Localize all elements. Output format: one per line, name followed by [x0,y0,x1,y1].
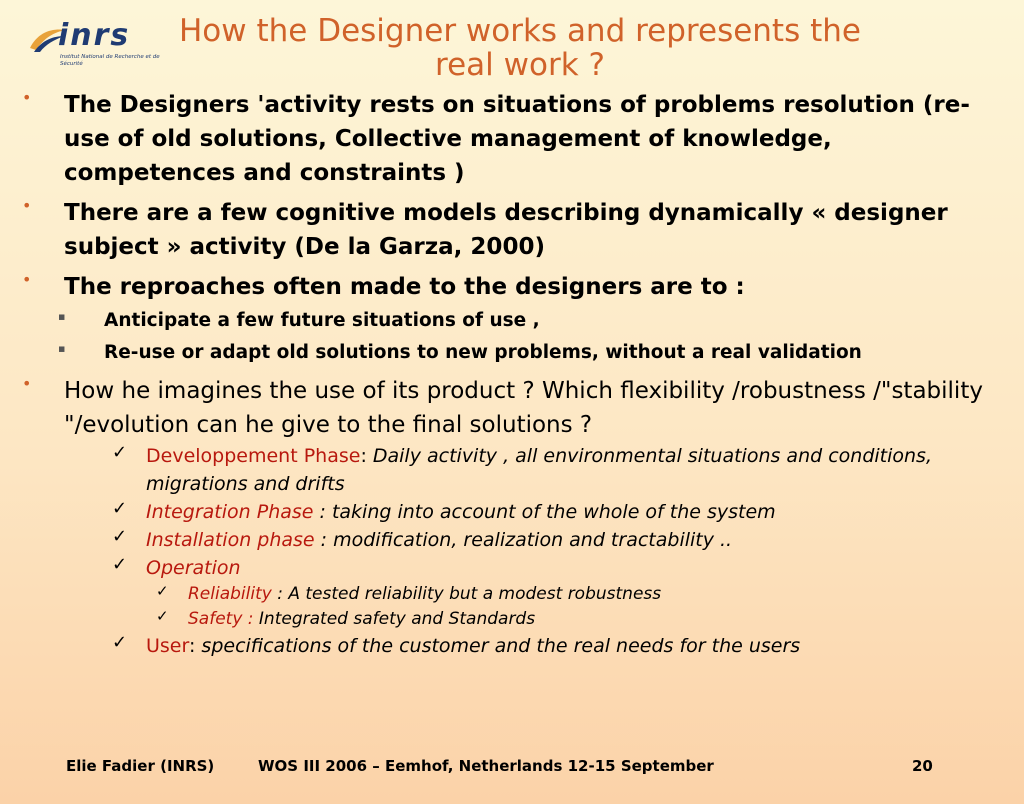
bullet-designer-activity [18,88,1008,190]
sub-bullet-text: Re-use or adapt old solutions to new problems, without a real validation [104,342,862,363]
bullet-text: How he imagines the use of its product ? Which flexibility /robustness /"stability "/evolution can he give to the final solutions ? [64,378,983,438]
phase-integration [18,498,1008,526]
bullet-icon: • [22,88,32,107]
phase-label: Installation phase [146,529,315,551]
phase-text: specifications of the customer and the real needs for the users [195,635,801,657]
operation-reliability [18,582,1008,607]
footer-author: Elie Fadier (INRS) [66,757,215,775]
phase-label: Operation [146,557,241,579]
slide-body [18,88,1008,660]
logo-wordmark: inrs [58,18,131,53]
phase-label: Developpement Phase [146,445,361,467]
slide-title: How the Designer works and represents the real work ? [179,13,861,83]
phase-development [18,442,1008,498]
phase-text: : taking into account of the whole of the system [313,501,776,523]
operation-safety [18,607,1008,632]
square-bullet-icon: ▪ [58,342,66,355]
bullet-icon: • [22,196,32,215]
phase-colon: : [360,445,367,467]
sub-bullet-reuse [18,338,1008,368]
phase-operation [18,554,1008,582]
bullet-product-use [18,374,1008,442]
inrs-logo [28,18,178,78]
check-icon: ✓ [112,526,128,547]
phase-user [18,632,1008,660]
square-bullet-icon: ▪ [58,310,66,323]
sub-bullet-text: Anticipate a few future situations of use , [104,310,540,331]
bullet-icon: • [22,270,32,289]
operation-text: : A tested reliability but a modest robustness [271,584,662,604]
footer-event: WOS III 2006 – Eemhof, Netherlands 12-15 September [258,757,714,775]
phase-label: User [146,635,189,657]
sub-bullet-anticipate [18,306,1008,336]
bullet-text: The reproaches often made to the designers are to : [64,274,745,300]
phase-colon: : [188,635,196,657]
bullet-cognitive-models [18,196,1008,264]
operation-label: Reliability [188,584,272,604]
check-icon: ✓ [112,498,128,519]
phase-text: : modification, realization and tractability .. [314,529,733,551]
check-icon: ✓ [156,607,169,625]
phase-installation [18,526,1008,554]
check-icon: ✓ [112,554,128,575]
bullet-reproaches [18,270,1008,304]
operation-text: Integrated safety and Standards [253,609,536,629]
bullet-text: There are a few cognitive models describing dynamically « designer subject » activity (De la Garza, 2000) [64,200,948,260]
bullet-icon: • [22,374,32,393]
logo-subtitle: Institut National de Recherche et de Sécurité [60,54,160,67]
phase-text: Daily activity , all environmental situations and conditions, migrations and drifts [146,445,932,495]
check-icon: ✓ [112,632,128,653]
page-number: 20 [912,757,933,775]
slide-footer [0,757,1024,777]
bullet-text: The Designers 'activity rests on situations of problems resolution (re-use of old solutions, Collective management of knowledge, competences and constraints ) [64,92,970,186]
check-icon: ✓ [156,582,169,600]
phase-label: Integration Phase [146,501,314,523]
check-icon: ✓ [112,442,128,463]
operation-label: Safety : [188,609,254,629]
